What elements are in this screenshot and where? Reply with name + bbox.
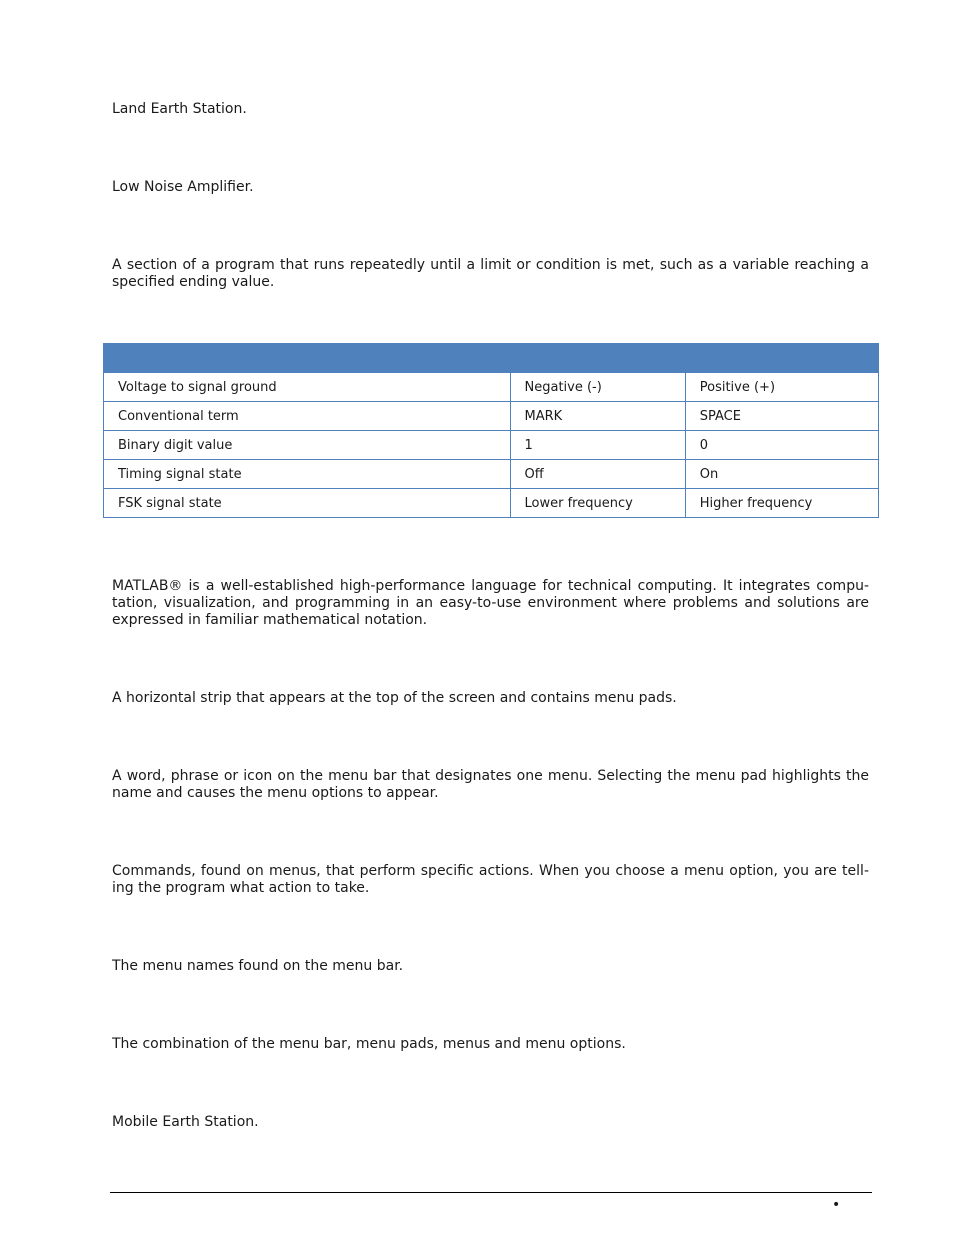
table-header-cell xyxy=(685,344,878,373)
footer-bullet: • xyxy=(832,1197,841,1213)
table-cell-negative xyxy=(510,460,685,489)
table-cell-property xyxy=(104,373,511,402)
table-cell-property xyxy=(104,431,511,460)
definition-lna: Low Noise Amplifier. xyxy=(112,179,254,195)
definition-menu-pads: The menu names found on the menu bar. xyxy=(112,958,404,974)
table-header-row xyxy=(104,344,879,373)
signal-convention-table xyxy=(103,343,879,518)
cell-text: Lower frequency xyxy=(524,496,633,511)
table-cell-positive xyxy=(685,373,878,402)
cell-text: Higher frequency xyxy=(699,496,813,511)
table-cell-property xyxy=(104,489,511,518)
table-cell-positive xyxy=(685,402,878,431)
definition-menu-pad: A word, phrase or icon on the menu bar that designates one menu. Selecting the menu pad highlights the name and causes the menu options to appear. xyxy=(112,768,869,801)
cell-text: Timing signal state xyxy=(118,467,242,482)
definition-matlab: MATLAB® is a well-established high-performance language for technical computing. It integrates compu-tation, visualization, and programming in an easy-to-use environment where problems and solutions are expressed in familiar mathematical notation. xyxy=(112,578,869,628)
table-cell-positive xyxy=(685,460,878,489)
definition-les: Land Earth Station. xyxy=(112,101,247,117)
definition-loop: A section of a program that runs repeatedly until a limit or condition is met, such as a variable reaching a specified ending value. xyxy=(112,257,869,290)
cell-text: Off xyxy=(524,467,544,482)
table-cell-negative xyxy=(510,431,685,460)
cell-text: Voltage to signal ground xyxy=(118,380,277,395)
table-cell-positive xyxy=(685,489,878,518)
table-row xyxy=(104,402,879,431)
cell-text: Positive (+) xyxy=(699,380,776,395)
definition-menu-options: Commands, found on menus, that perform specific actions. When you choose a menu option, you are tell-ing the program what action to take. xyxy=(112,863,869,896)
cell-text: SPACE xyxy=(699,409,741,424)
table-row xyxy=(104,489,879,518)
table-header-cell xyxy=(104,344,511,373)
footer-divider xyxy=(110,1192,872,1193)
cell-text: FSK signal state xyxy=(118,496,222,511)
table-cell-positive xyxy=(685,431,878,460)
table-cell-negative xyxy=(510,489,685,518)
table-cell-negative xyxy=(510,402,685,431)
table-cell-negative xyxy=(510,373,685,402)
cell-text: Binary digit value xyxy=(118,438,233,453)
definition-mes: Mobile Earth Station. xyxy=(112,1114,259,1130)
definition-menu-system: The combination of the menu bar, menu pads, menus and menu options. xyxy=(112,1036,626,1052)
table-row xyxy=(104,460,879,489)
table-header-cell xyxy=(510,344,685,373)
table-cell-property xyxy=(104,402,511,431)
definition-menu-bar: A horizontal strip that appears at the top of the screen and contains menu pads. xyxy=(112,690,677,706)
cell-text: Conventional term xyxy=(118,409,239,424)
cell-text: 1 xyxy=(524,438,533,453)
table-cell-property xyxy=(104,460,511,489)
table xyxy=(103,343,879,518)
cell-text: Negative (-) xyxy=(524,380,602,395)
table-row xyxy=(104,373,879,402)
cell-text: 0 xyxy=(699,438,709,453)
cell-text: MARK xyxy=(524,409,563,424)
table-row xyxy=(104,431,879,460)
cell-text: On xyxy=(699,467,719,482)
